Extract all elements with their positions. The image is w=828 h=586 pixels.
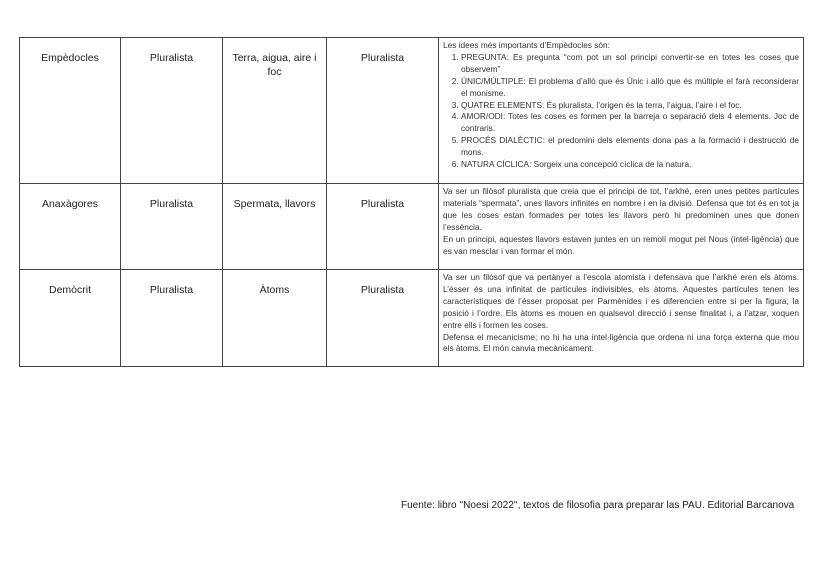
table-row-democrit xyxy=(20,270,804,367)
list-item: 5. PROCÉS DIALÈCTIC: el predomini dels elements dona pas a la formació i destrucció de mons. xyxy=(461,135,799,159)
philosopher-arkhe: Àtoms xyxy=(223,270,327,367)
philosopher-name: Anaxàgores xyxy=(20,184,121,270)
philosopher-type: Pluralista xyxy=(121,270,223,367)
description-paragraph: Va ser un filòsof pluralista que creia que el principi de tot, l’arkhé, eren unes petites partícules materials “spermata”, unes llavors infinites en nombre i en la divisió. Defensa que tot és en tot ja que les coses estan formades per totes les llavors però hi predominen unes que donen l’essència. xyxy=(443,186,799,232)
philosopher-type: Pluralista xyxy=(121,184,223,270)
table-row-anaxagores xyxy=(20,184,804,270)
philosopher-arkhe: Terra, aigua, aire i foc xyxy=(223,38,327,184)
philosopher-description xyxy=(439,38,804,184)
philosopher-name: Demòcrit xyxy=(20,270,121,367)
description-paragraph: Va ser un filòsof que va pertànyer a l’escola atomista i defensava que l’arkhé eren els àtoms. L’ésser és una infinitat de partícules indivisibles, els àtoms. Aquestes partícules tenen les característiques de l’ésser proposat per Parmènides i es diferencien entre si per la figura, la posició i l’ordre. Els àtoms es mouen en qualsevol direcció i sense finalitat i, a l’atzar, xoquen entre ells i formen les coses. xyxy=(443,272,799,330)
philosopher-name: Empèdocles xyxy=(20,38,121,184)
philosopher-arkhe: Spermata, llavors xyxy=(223,184,327,270)
table-row-empedocles xyxy=(20,38,804,184)
description-paragraph: Defensa el mecanicisme; no hi ha una intel·ligència que ordena ni una força externa que mou els àtoms. El món canvia mecànicament. xyxy=(443,331,799,354)
list-item: 6. NATURA CÍCLICA: Sorgeix una concepció cíclica de la natura. xyxy=(461,159,799,171)
list-item: 2. ÚNIC/MÚLTIPLE: El problema d’allò que és Únic i allò que és múltiple el farà reconsiderar el monisme. xyxy=(461,76,799,100)
philosopher-description xyxy=(439,270,804,367)
list-item: 4. AMOR/ODI: Totes les coses es formen per la barreja o separació dels 4 elements. Joc de contraris. xyxy=(461,111,799,135)
list-item: 1. PREGUNTA: Es pregunta “com pot un sol principi convertir-se en totes les coses que observem” xyxy=(461,52,799,76)
description-intro: Les idees més importants d’Empèdocles són: xyxy=(443,40,610,50)
philosopher-description xyxy=(439,184,804,270)
philosopher-classification: Pluralista xyxy=(327,270,439,367)
list-item: 3. QUATRE ELEMENTS: És pluralista, l’origen és la terra, l’aigua, l’aire i el foc. xyxy=(461,100,799,112)
philosophers-table xyxy=(19,37,804,367)
philosopher-classification: Pluralista xyxy=(327,184,439,270)
source-footnote: Fuente: libro ''Noesi 2022'', textos de filosofia para preparar las PAU. Editorial Barcanova xyxy=(401,500,795,511)
philosopher-type: Pluralista xyxy=(121,38,223,184)
description-paragraph: En un principi, aquestes llavors estaven juntes en un remolí mogut pel Nous (intel·ligència) que es van mesclar i van formar el món. xyxy=(443,233,799,256)
philosopher-classification: Pluralista xyxy=(327,38,439,184)
ideas-list xyxy=(443,52,799,171)
